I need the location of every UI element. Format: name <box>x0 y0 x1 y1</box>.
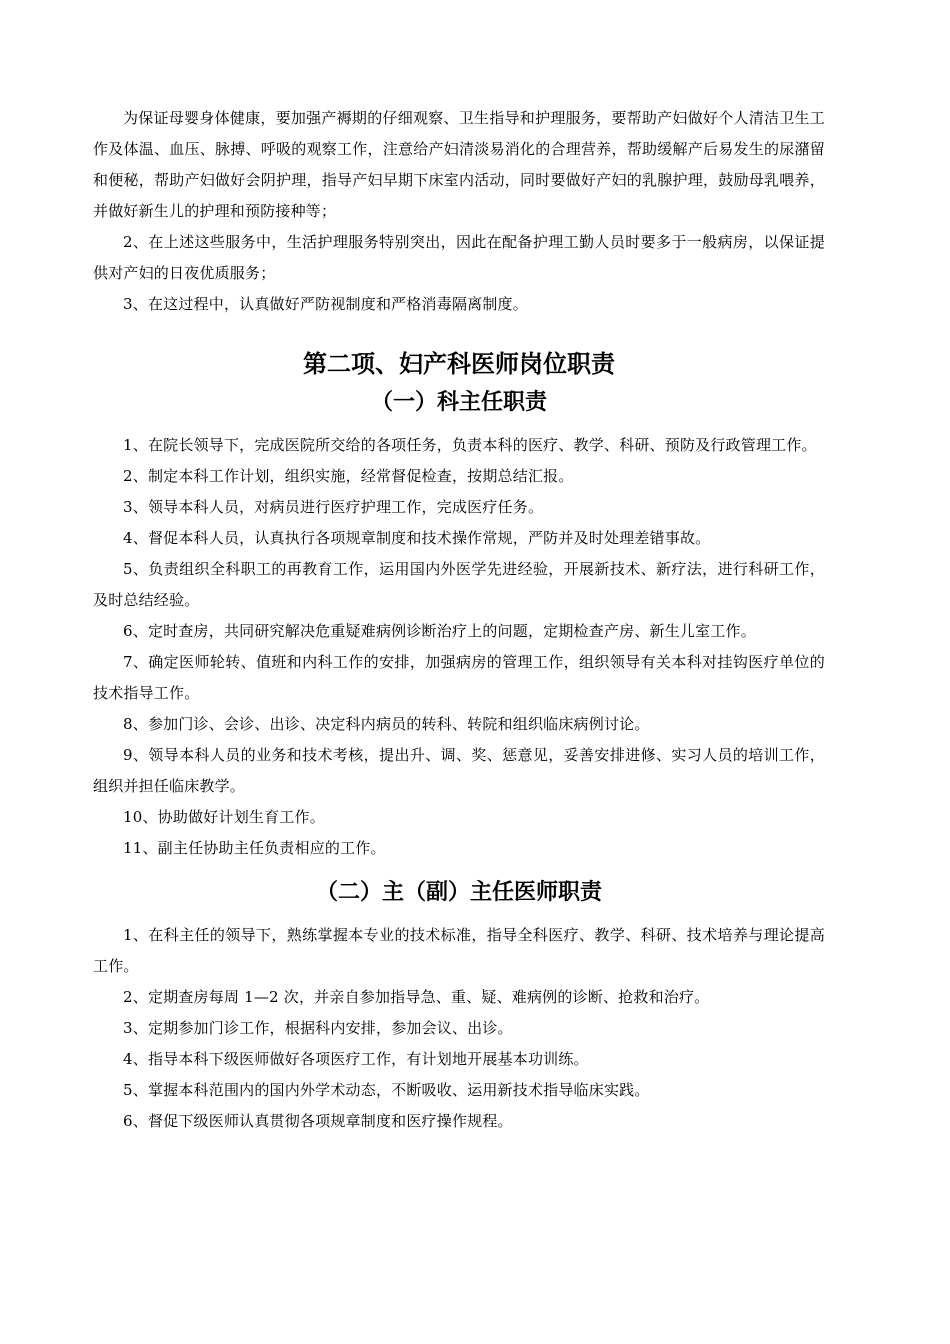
duty-item: 11、副主任协助主任负责相应的工作。 <box>123 839 386 857</box>
duty-item: 3、领导本科人员，对病员进行医疗护理工作，完成医疗任务。 <box>123 498 544 516</box>
director-duties-list <box>93 430 825 864</box>
duty-item: 4、指导本科下级医师做好各项医疗工作，有计划地开展基本功训练。 <box>123 1050 589 1068</box>
duty-item: 6、定时查房，共同研究解决危重疑难病例诊断治疗上的问题，定期检查产房、新生儿室工作。 <box>123 622 756 640</box>
section-title: 第二项、妇产科医师岗位职责 <box>303 350 615 378</box>
duty-item: 4、督促本科人员，认真执行各项规章制度和技术操作常规，严防并及时处理差错事故。 <box>123 529 711 547</box>
duty-item: 7、确定医师轮转、值班和内科工作的安排，加强病房的管理工作，组织领导有关本科对挂钩医疗单位的技术指导工作。 <box>93 653 825 702</box>
duty-item: 10、协助做好计划生育工作。 <box>123 808 325 826</box>
duty-item: 9、领导本科人员的业务和技术考核，提出升、调、奖、惩意见，妥善安排进修、实习人员的培训工作，组织并担任临床教学。 <box>93 746 825 795</box>
subsection-title-chief-physician: （二）主（副）主任医师职责 <box>315 879 602 905</box>
document-page <box>93 103 825 1137</box>
duty-item: 8、参加门诊、会诊、出诊、决定科内病员的转科、转院和组织临床病例讨论。 <box>123 715 650 733</box>
chief-physician-duties-list <box>93 920 825 1137</box>
intro-block <box>93 103 825 320</box>
intro-paragraph: 3、在这过程中，认真做好严防视制度和严格消毒隔离制度。 <box>123 295 528 313</box>
duty-item: 2、制定本科工作计划，组织实施，经常督促检查，按期总结汇报。 <box>123 467 574 485</box>
duty-item: 5、掌握本科范围内的国内外学术动态，不断吸收、运用新技术指导临床实践。 <box>123 1081 650 1099</box>
duty-item: 3、定期参加门诊工作，根据科内安排，参加会议、出诊。 <box>123 1019 513 1037</box>
duty-item: 6、督促下级医师认真贯彻各项规章制度和医疗操作规程。 <box>123 1112 513 1130</box>
intro-paragraph: 2、在上述这些服务中，生活护理服务特别突出，因此在配备护理工勤人员时要多于一般病房，以保证提供对产妇的日夜优质服务； <box>93 233 825 282</box>
duty-item: 5、负责组织全科职工的再教育工作，运用国内外医学先进经验，开展新技术、新疗法，进行科研工作，及时总结经验。 <box>93 560 825 609</box>
duty-item: 1、在院长领导下，完成医院所交给的各项任务，负责本科的医疗、教学、科研、预防及行政管理工作。 <box>123 436 817 454</box>
intro-paragraph: 为保证母婴身体健康，要加强产褥期的仔细观察、卫生指导和护理服务，要帮助产妇做好个人清洁卫生工作及体温、血压、脉搏、呼吸的观察工作，注意给产妇清淡易消化的合理营养，帮助缓解产后易发生的尿潴留和便秘，帮助产妇做好会阴护理，指导产妇早期下床室内活动，同时要做好产妇的乳腺护理，鼓励母乳喂养，并做好新生儿的护理和预防接种等； <box>93 109 825 220</box>
subsection-title-director: （一）科主任职责 <box>370 389 547 415</box>
duty-item: 1、在科主任的领导下，熟练掌握本专业的技术标准，指导全科医疗、教学、科研、技术培养与理论提高工作。 <box>93 926 825 975</box>
duty-item: 2、定期查房每周 1—2 次，并亲自参加指导急、重、疑、难病例的诊断、抢救和治疗。 <box>123 988 710 1006</box>
